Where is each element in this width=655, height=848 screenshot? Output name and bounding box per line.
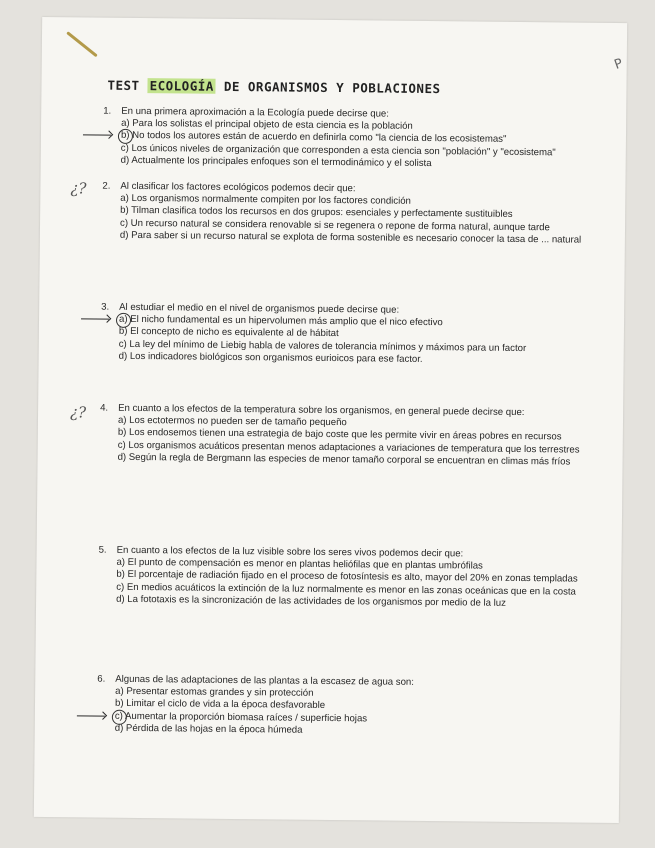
question-3 xyxy=(101,302,602,368)
question-stem: En cuanto a los efectos de la temperatura sobre los organismos, en general puede decirse que: xyxy=(118,402,525,419)
option-c: c) Un recurso natural se considera renovable si se regenera o repone de forma natural, aunque tarde xyxy=(119,217,550,233)
question-1 xyxy=(103,106,604,172)
question-number: 1. xyxy=(103,105,112,117)
exam-sheet xyxy=(34,17,627,823)
options-list xyxy=(121,118,603,172)
option-c: c) En medios acuáticos la extinción de la luz normalmente es menor en las zonas oceánicas que en la costa xyxy=(116,581,576,598)
option-b: b) El concepto de nicho es equivalente al de hábitat xyxy=(118,326,339,340)
option-b-text: b) No todos los autores están de acuerdo en definirla como "la ciencia de los ecosistemas" xyxy=(120,130,507,146)
option-a: a) El punto de compensación es menor en plantas heliófilas que en plantas umbrófilas xyxy=(116,556,483,572)
question-number: 4. xyxy=(100,402,109,414)
option-b: b) Limitar el ciclo de vida a la época desfavorable xyxy=(114,698,326,712)
option-c: c) La ley del mínimo de Liebig habla de valores de tolerancia mínimos y máximos para un factor xyxy=(118,338,527,354)
options-list xyxy=(118,415,600,469)
option-c: c) Los únicos niveles de organización que corresponden a esta ciencia son "población" y "ecosistema" xyxy=(120,142,556,158)
options-list xyxy=(115,686,597,740)
arrow-mark xyxy=(77,715,105,716)
options-list xyxy=(119,314,601,368)
option-b: b) Los endosemos tienen una estrategia de bajo coste que les permite vivir en áreas pobres en recursos xyxy=(117,427,562,443)
option-b: b) El porcentaje de radiación fijado en el proceso de fotosíntesis es alto, mayor del 20% en zonas templadas xyxy=(116,569,578,586)
option-a-text: a) El nicho fundamental es un hipervolumen más amplio que el nico efectivo xyxy=(118,313,443,329)
option-d: d) Según la regla de Bergmann las especies de menor tamaño corporal se encuentran en climas más fríos xyxy=(117,451,571,468)
option-a: a) Presentar estomas grandes y sin protección xyxy=(115,685,314,700)
option-d: d) Los indicadores biológicos son organismos eurioicos para ese factor. xyxy=(118,350,423,365)
option-c-text: c) Aumentar la proporción biomasa raíces / superficie hojas xyxy=(114,710,368,725)
question-5 xyxy=(98,545,599,611)
question-2 xyxy=(102,181,603,247)
title-highlight: ECOLOGÍA xyxy=(149,78,214,94)
option-d: d) La fototaxis es la sincronización de las actividades de los organismos por medio de la luz xyxy=(116,593,506,609)
question-number: 2. xyxy=(102,180,111,192)
question-stem: En cuanto a los efectos de la luz visible sobre los seres vivos podemos decir que: xyxy=(116,544,464,560)
page-title xyxy=(107,78,440,96)
arrow-mark xyxy=(83,135,111,136)
question-6 xyxy=(97,674,598,740)
option-d: d) Para saber si un recurso natural se explota de forma sostenible es necesario conocer la tasa de ... natural xyxy=(119,229,582,246)
question-stem: Al estudiar el medio en el nivel de organismos puede decirse que: xyxy=(119,301,400,316)
question-4 xyxy=(100,403,601,469)
margin-question-mark: ¿? xyxy=(70,179,87,198)
arrow-mark xyxy=(81,319,109,320)
question-number: 6. xyxy=(97,673,106,685)
title-prefix: TEST xyxy=(107,77,140,93)
option-d: d) Pérdida de las hojas en la época húmeda xyxy=(114,722,303,736)
question-number: 3. xyxy=(101,301,110,313)
margin-question-mark: ¿? xyxy=(69,403,87,422)
options-list xyxy=(116,557,598,611)
question-stem: En una primera aproximación a la Ecología puede decirse que: xyxy=(121,105,389,120)
option-b: b) Tilman clasifica todos los recursos en dos grupos: esenciales y perfectamente sustituibles xyxy=(120,205,513,221)
pencil-mark xyxy=(66,31,98,57)
question-stem: Algunas de las adaptaciones de las plantas a la escasez de agua son: xyxy=(115,673,415,688)
title-rest: DE ORGANISMOS Y POBLACIONES xyxy=(223,78,441,97)
option-d: d) Actualmente los principales enfoques son el termodinámico y el solista xyxy=(120,154,432,169)
corner-scribble: P xyxy=(612,56,626,73)
question-number: 5. xyxy=(98,544,107,556)
question-stem: Al clasificar los factores ecológicos podemos decir que: xyxy=(120,180,356,195)
option-a: a) Para los solistas el principal objeto de esta ciencia es la población xyxy=(121,117,413,133)
option-a: a) Los organismos normalmente compiten por los factores condición xyxy=(120,192,411,208)
option-a: a) Los ectotermos no pueden ser de tamaño pequeño xyxy=(117,414,347,429)
options-list xyxy=(120,193,602,247)
option-c: c) Los organismos acuáticos presentan menos adaptaciones a variaciones de temperatura que los terrestres xyxy=(117,439,580,456)
